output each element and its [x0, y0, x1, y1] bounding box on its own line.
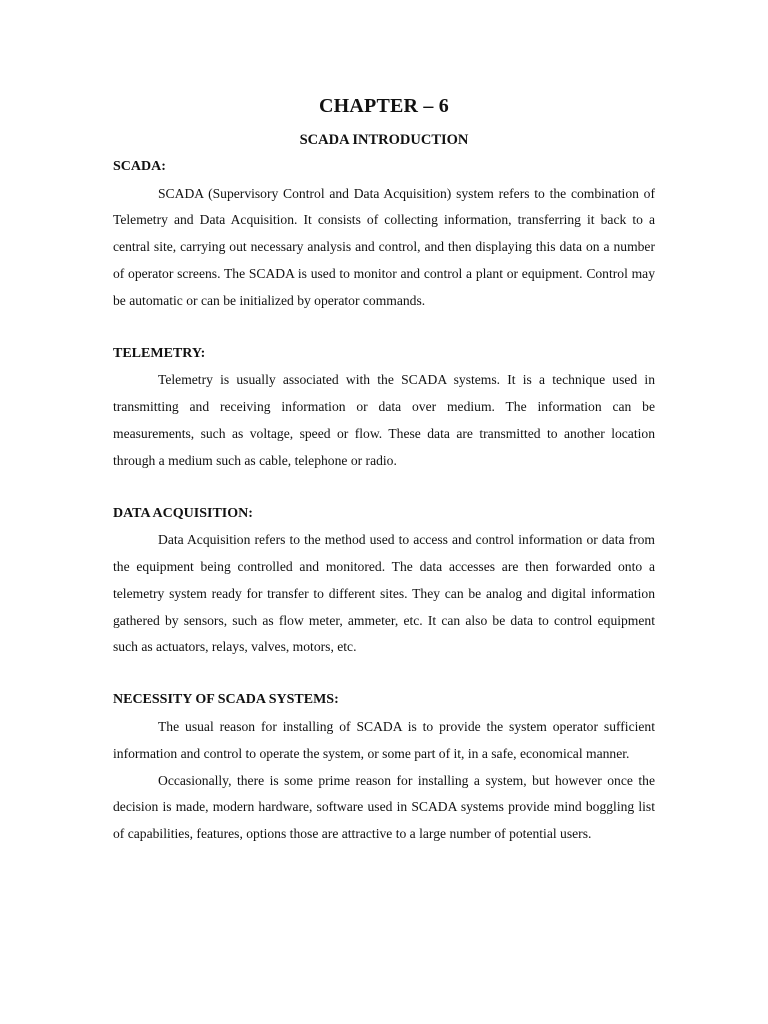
- section-heading: SCADA:: [113, 159, 166, 174]
- section-paragraph: The usual reason for installing of SCADA is to provide the system operator sufficient information and control to operate the system, or some part of it, in a safe, economical manner.: [113, 719, 655, 761]
- section-data-acquisition: [113, 501, 655, 661]
- section-scada: [113, 154, 655, 314]
- section-paragraph: Data Acquisition refers to the method used to access and control information or data from the equipment being controlled and monitored. The data accesses are then forwarded onto a telemetry system ready for transfer to different sites. They can be analog and digital information gathered by sensors, such as flow meter, ammeter, etc. It can also be data to control equipment such as actuators, relays, valves, motors, etc.: [113, 532, 655, 655]
- section-heading: TELEMETRY:: [113, 345, 206, 361]
- chapter-title: CHAPTER – 6: [319, 95, 449, 117]
- section-paragraph: Occasionally, there is some prime reason for installing a system, but however once the decision is made, modern hardware, software used in SCADA systems provide mind boggling list of capabilities, features, options those are attractive to a large number of potential users.: [113, 772, 655, 841]
- section-heading: NECESSITY OF SCADA SYSTEMS:: [113, 692, 339, 708]
- section-paragraph: Telemetry is usually associated with the SCADA systems. It is a technique used in transmitting and receiving information or data over medium. The information can be measurements, such as voltage, speed or flow. These data are transmitted to another location through a medium such as cable, telephone or radio.: [113, 372, 655, 468]
- section-paragraph: SCADA (Supervisory Control and Data Acquisition) system refers to the combination of Telemetry and Data Acquisition. It consists of collecting information, transferring it back to a central site, carrying out necessary analysis and control, and then displaying this data on a number of operator screens. The SCADA is used to monitor and control a plant or equipment. Control may be automatic or can be initialized by operator commands.: [113, 185, 655, 308]
- page-content: [113, 92, 655, 848]
- section-necessity: [113, 687, 655, 847]
- section-heading: DATA ACQUISITION:: [113, 505, 253, 521]
- chapter-subtitle: SCADA INTRODUCTION: [299, 132, 469, 148]
- section-telemetry: [113, 341, 655, 475]
